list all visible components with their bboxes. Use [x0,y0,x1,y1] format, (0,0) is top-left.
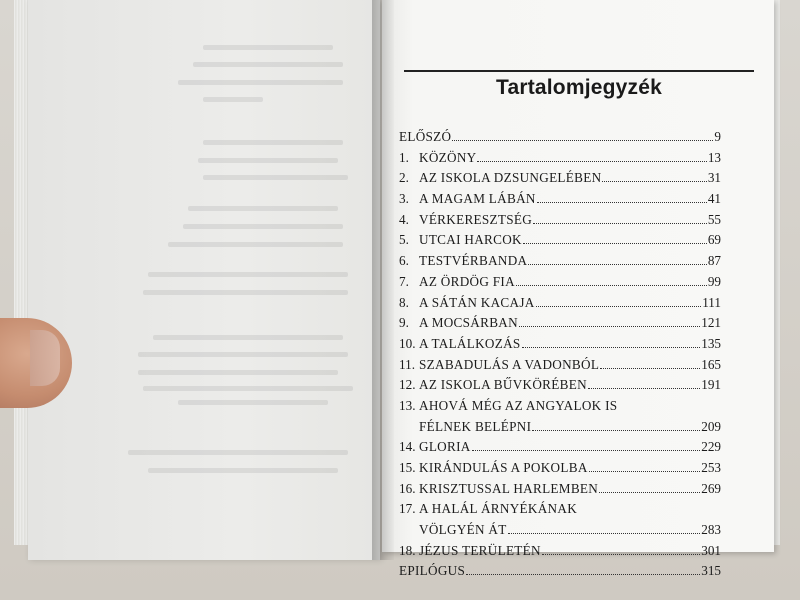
toc-entry-title: A TALÁLKOZÁS [419,335,521,351]
toc-entry [399,357,721,378]
toc-entry-number: 8. [399,294,409,310]
leader-dots [472,449,701,451]
toc-entry-page: 191 [701,377,721,393]
toc-entry-number: 6. [399,253,409,269]
toc-entry [399,212,721,233]
toc-entry [399,377,721,398]
leader-dots [477,160,706,162]
toc-entry-number: 7. [399,273,409,289]
toc-entry [399,460,721,481]
toc-entry-title: A MAGAM LÁBÁN [419,191,536,207]
toc-entry [399,315,721,336]
toc-entry [399,191,721,212]
leader-dots [542,553,700,555]
toc-entry-number: 1. [399,149,409,165]
toc-entry [399,419,721,440]
toc-entry-page: 9 [714,129,721,144]
toc-entry [399,274,721,295]
toc-entry [399,336,721,357]
toc-entry-number: 15. [399,460,416,475]
leader-dots [516,284,707,286]
toc-entry-number: 16. [399,480,416,496]
book-gutter [372,0,394,560]
toc-title: Tartalomjegyzék [495,76,662,99]
toc-entry [399,563,721,584]
toc-entry-page: 69 [707,232,721,248]
toc-entry-number: 14. [399,439,416,455]
toc-entry-title: VÉRKERESZTSÉG [419,211,533,227]
toc-entry-number: 13. [399,397,416,413]
toc-entry-title: AZ ISKOLA DZSUNGELÉBEN [419,170,602,186]
toc-entry-page: 283 [701,522,721,538]
leader-dots [528,263,706,265]
toc-entry-number: 9. [399,315,409,331]
toc-entry-title: ELŐSZÓ [399,129,452,144]
toc-entry-number: 18. [399,542,416,558]
toc-entry-page: 229 [701,439,721,455]
toc-entry-title: TESTVÉRBANDA [419,253,528,269]
table-of-contents [399,129,721,584]
toc-entry [399,150,721,171]
toc-entry [399,501,721,522]
toc-entry-number: 10. [399,335,416,351]
leader-dots [522,346,701,348]
toc-entry-number: 11. [399,356,415,372]
toc-entry-title: JÉZUS TERÜLETÉN [419,542,541,558]
toc-entry-title: AZ ÖRDÖG FIA [419,273,515,289]
toc-entry [399,522,721,543]
toc-entry-title: EPILÓGUS [399,563,466,579]
toc-entry-page: 301 [701,542,721,558]
leader-dots [532,429,700,431]
toc-entry-page: 121 [701,315,721,331]
thumb-nail [30,330,60,386]
toc-entry-number: 12. [399,377,416,393]
toc-entry [399,295,721,316]
leader-dots [523,242,707,244]
toc-entry-title: A SÁTÁN KACAJA [419,294,535,310]
toc-entry-title: FÉLNEK BELÉPNI [419,418,532,434]
toc-entry-page: 99 [707,273,721,289]
leader-dots [602,180,706,182]
toc-entry [399,232,721,253]
toc-entry-page: 41 [707,191,721,207]
toc-entry-title: A MOCSÁRBAN [419,315,518,331]
toc-entry-title: KIRÁNDULÁS A POKOLBA [419,460,588,475]
toc-entry-page: 315 [701,563,721,579]
toc-entry-page: 135 [701,335,721,351]
toc-entry-title: A HALÁL ÁRNYÉKÁNAK [419,501,578,517]
leader-dots [600,367,700,369]
toc-entry-title: VÖLGYÉN ÁT [419,522,507,538]
toc-entry-page: 87 [707,253,721,269]
toc-entry-title: AZ ISKOLA BŰVKÖRÉBEN [419,377,587,393]
toc-entry-number: 4. [399,211,409,227]
toc-entry-title: KÖZÖNY [419,149,477,165]
toc-entry-title: KRISZTUSSAL HARLEMBEN [419,480,599,496]
leader-dots [533,222,707,224]
toc-entry-title: SZABADULÁS A VADONBÓL [419,356,600,372]
leader-dots [589,470,701,472]
toc-entry-page: 13 [707,149,721,165]
toc-entry [399,253,721,274]
toc-entry-title: AHOVÁ MÉG AZ ANGYALOK IS [419,397,618,413]
toc-entry-page: 55 [707,211,721,227]
toc-entry-page: 111 [702,294,721,310]
toc-entry-page: 253 [701,460,721,475]
toc-entry [399,439,721,460]
toc-entry [399,129,721,150]
toc-entry-title: GLORIA [419,439,471,455]
toc-entry [399,170,721,191]
toc-entry [399,543,721,564]
toc-entry-number: 3. [399,191,409,207]
toc-entry-number: 2. [399,170,409,186]
toc-entry-page: 269 [701,480,721,496]
toc-entry-page: 209 [701,418,721,434]
leader-dots [452,139,713,141]
leader-dots [466,573,700,575]
toc-entry-page: 165 [701,356,721,372]
leader-dots [588,387,700,389]
toc-entry-page: 31 [707,170,721,186]
toc-entry-number: 5. [399,232,409,248]
left-page [28,0,380,560]
toc-entry [399,398,721,419]
leader-dots [508,532,701,534]
leader-dots [519,325,700,327]
toc-entry-title: UTCAI HARCOK [419,232,522,248]
leader-dots [536,305,702,307]
toc-entry [399,481,721,502]
title-rule [404,70,754,72]
leader-dots [537,201,707,203]
left-page-edge [14,0,28,545]
toc-entry-number: 17. [399,501,416,517]
leader-dots [599,491,700,493]
